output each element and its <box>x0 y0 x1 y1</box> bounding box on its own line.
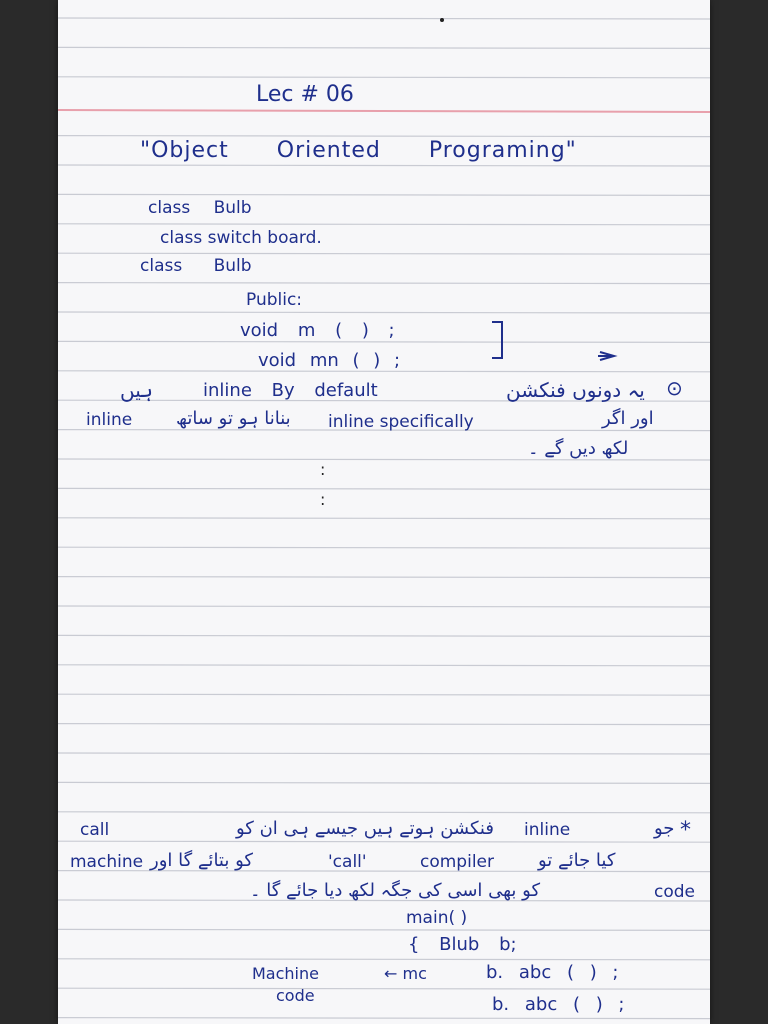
note1-urdu-d: اور اگر <box>602 408 654 429</box>
note2-code: code <box>654 882 695 902</box>
ruled-line <box>58 694 710 695</box>
ruled-line <box>58 929 710 930</box>
machine-code-label-1: Machine <box>252 964 319 983</box>
code-line-void-mn: void mn ( ) ; <box>258 350 401 371</box>
note2-call-quoted: 'call' <box>328 852 367 872</box>
lecture-title: "Object Oriented Programing" <box>140 138 577 163</box>
ruled-line <box>58 488 710 489</box>
code-line-class-switchboard: class switch board. <box>160 228 322 248</box>
ruled-line <box>58 194 710 195</box>
ruled-line <box>58 841 710 842</box>
note2-urdu-batayega: کو بتائے گا اور <box>150 850 253 871</box>
ruled-line <box>58 812 710 813</box>
ruled-line <box>58 753 710 754</box>
ruled-line <box>58 18 710 19</box>
note1-inline-specifically: inline specifically <box>328 412 474 432</box>
ruled-line <box>58 1018 710 1019</box>
ruled-line <box>58 577 710 578</box>
note2-urdu-jagah: کو بھی اسی کی جگہ لکھ دیا جائے گا ۔ <box>250 880 541 901</box>
code-call-1: b. abc ( ) ; <box>486 962 619 983</box>
ruled-line <box>58 959 710 960</box>
note2-urdu-jo: جو <box>654 818 675 839</box>
ruled-line <box>58 77 710 78</box>
note1-urdu-a: یہ دونوں فنکشن <box>506 378 645 402</box>
ruled-line <box>58 782 710 783</box>
bullet-circle: ⊙ <box>666 376 683 400</box>
ruled-line <box>58 665 710 666</box>
continuation-dots-2: : <box>320 490 326 509</box>
machine-code-label-2: code <box>276 986 315 1005</box>
ruled-line <box>58 988 710 989</box>
ruled-line <box>58 312 710 313</box>
ruled-line <box>58 224 710 225</box>
note2-star: * <box>680 818 691 843</box>
code-line-void-m: void m ( ) ; <box>240 320 395 341</box>
ruled-line <box>58 606 710 607</box>
lecture-number: Lec # 06 <box>256 82 354 107</box>
ruled-line <box>58 283 710 284</box>
margin-line <box>58 110 710 112</box>
mc-arrow: ← mc <box>384 964 427 983</box>
note1-inline-left: inline <box>86 410 133 430</box>
ruled-line <box>58 253 710 254</box>
bracket-arrow <box>488 318 618 368</box>
note2-urdu-kiya: کیا جائے تو <box>538 850 616 871</box>
note1-urdu-c: بنانا ہو تو ساتھ <box>176 408 291 429</box>
note2-call: call <box>80 820 110 840</box>
ruled-line <box>58 47 710 48</box>
note1-urdu-b: ہیں <box>120 378 153 402</box>
code-line-class-bulb-2: class Bulb <box>140 256 252 276</box>
note2-inline: inline <box>524 820 571 840</box>
code-line-class-bulb: class Bulb <box>148 198 252 218</box>
code-line-public: Public: <box>246 290 303 310</box>
ruled-line <box>58 459 710 460</box>
notebook-page <box>58 0 710 1024</box>
note1-urdu-e: لکھ دیں گے ۔ <box>528 438 629 459</box>
ruled-line <box>58 518 710 519</box>
note2-machine: machine <box>70 852 144 872</box>
note1-inline-by-default: inline By default <box>203 380 378 401</box>
ruled-line <box>58 165 710 166</box>
ruled-line <box>58 547 710 548</box>
ruled-line <box>58 724 710 725</box>
ink-dot <box>440 18 444 22</box>
code-declaration: { Blub b; <box>408 934 517 955</box>
code-call-2: b. abc ( ) ; <box>492 994 625 1015</box>
ruled-line <box>58 635 710 636</box>
note2-compiler: compiler <box>420 852 494 872</box>
continuation-dots-1: : <box>320 460 326 479</box>
ruled-line <box>58 136 710 137</box>
note2-urdu-functions: فنکشن ہوتے ہیں جیسے ہی ان کو <box>236 818 494 839</box>
code-main: main( ) <box>406 908 468 928</box>
